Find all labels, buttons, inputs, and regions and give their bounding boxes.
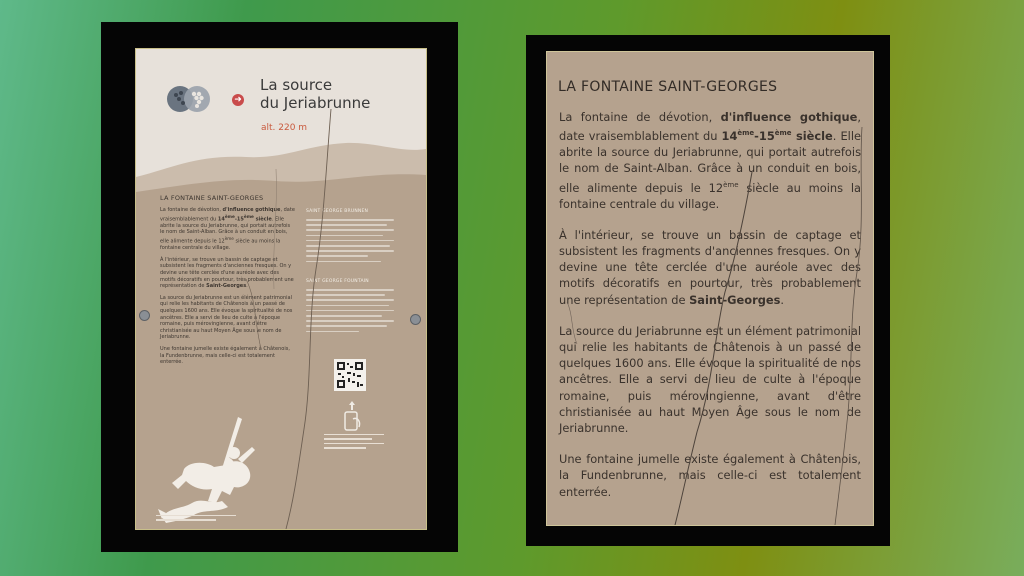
left-heading: LA FONTAINE SAINT-GEORGES [160,194,264,202]
english-heading: SAINT GEORGE FOUNTAIN [306,279,369,284]
fountain-description [559,109,861,515]
german-heading: SAINT GEORGE BRUNNEN [306,209,369,214]
right-sign-frame [526,35,890,546]
paragraph-2: À l'intérieur, se trouve un bassin de captage et subsistent les fragments d'anciennes fresques. On y devine une tête cerclée d'une auréole avec des motifs décoratifs en pourtour, très probablement une représentation de Saint-Georges. [559,227,861,307]
phone-scan-icon [341,401,363,431]
english-text-block [306,289,394,339]
direction-arrow-icon: ➜ [232,94,244,106]
left-body-text: La fontaine de dévotion, d'influence gothique, date vraisemblablement du 14ème-15ème siècle. Elle abrite la source du Jeriabrunne, qui portait autrefois le nom de Saint-Alban. Grâce à un conduit en bois, elle alimente depuis le 12ème siècle au moins la fontaine centrale du village. À l'intérieur, se trouve un bassin de captage et subsistent les fragments d'anciennes fresques. On y devine une tête cerclée d'une auréole avec des motifs décoratifs en pourtour, très probablement une représentation de Saint-Georges. La source du Jeriabrunne est un élément patrimonial qui relie les habitants de Châtenois à un passé de quelques 1600 ans. Elle évoque la spiritualité de nos ancêtres. Elle a servi de lieu de culte à l'époque romaine, puis mérovingienne, avant d'être christianisée au haut Moyen Âge sous le nom de Jeriabrunne. Une fontaine jumelle existe également à Châtenois, la Fundenbrunne, mais celle-ci est totalement enterrée. [160,207,295,366]
mounting-screw [139,310,150,321]
saint-george-dragon-illustration [156,417,296,527]
paragraph-4: Une fontaine jumelle existe également à Châtenois, la Fundenbrunne, mais celle-ci est totalement enterrée. [559,452,861,499]
mounting-screw [410,314,421,325]
paragraph-3: La source du Jeriabrunne est un élément patrimonial qui relie les habitants de Châtenois à un passé de quelques 1600 ans. Elle évoque la spiritualité de nos ancêtres. Elle a servi de lieu de culte à l'époque romaine, puis mérovingienne, avant d'être christianisée au haut Moyen Âge sous le nom de Jeriabrunne. [559,323,861,436]
left-sign-board [135,48,427,530]
altitude-label: alt. 220 m [261,123,308,133]
grape-logo-icon [166,82,214,116]
german-text-block [306,219,394,269]
qr-code[interactable] [334,359,366,391]
fountain-heading: LA FONTAINE SAINT-GEORGES [558,79,778,95]
paragraph-1: La fontaine de dévotion, d'influence gothique, date vraisemblablement du 14ème-15ème siècle. Elle abrite la source du Jeriabrunne, qui portait autrefois le nom de Saint-Alban. Grâce à un conduit en bois, elle alimente depuis le 12ème siècle au moins la fontaine centrale du village. [559,110,862,211]
left-sign-frame [101,22,458,552]
bottom-caption-text [156,515,236,524]
qr-caption-text [324,434,384,452]
right-sign-board [546,51,874,526]
sign-title: La source du Jeriabrunne [260,76,371,112]
